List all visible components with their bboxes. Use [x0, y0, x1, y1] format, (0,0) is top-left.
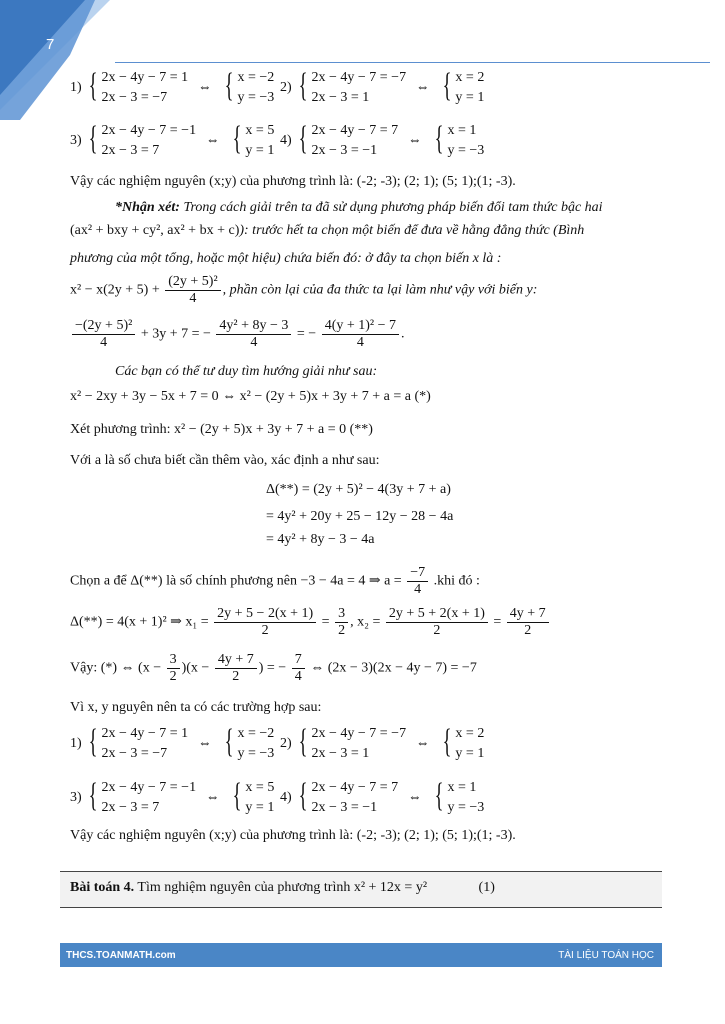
problem-statement	[70, 880, 495, 896]
case-label: 2)	[280, 736, 292, 752]
problem-label: Bài toán 4.	[70, 880, 135, 895]
equation: 2x − 3 = 7	[101, 800, 160, 815]
system-case-1: 1) { 2x − 4y − 7 = 1 2x − 3 = −7 ⇔ { x = −2 y = −3	[70, 68, 274, 108]
delta-line-3: = 4y² + 8y − 3 − 4a	[266, 532, 375, 547]
solution: y = −3	[447, 800, 485, 815]
solution: x = −2	[237, 726, 275, 741]
solution: x = 5	[245, 123, 275, 138]
solution: y = −3	[237, 746, 275, 761]
case-label: 3)	[70, 790, 82, 806]
case-label: 2)	[280, 80, 292, 96]
system-case-2b: 2) { 2x − 4y − 7 = −7 2x − 3 = 1 ⇔ { x = 2 y = 1	[280, 724, 484, 764]
remark-polynomial: (ax² + bxy + cy², ax² + bx + c)	[70, 223, 240, 238]
footer-site: THCS.TOANMATH.com	[66, 950, 176, 961]
remark-text: , phần còn lại của đa thức ta lại làm như vậy với biến y:	[222, 282, 538, 298]
case-label: 3)	[70, 133, 82, 149]
header-rule	[115, 62, 710, 63]
thus-line: Vậy: (*) ⇔ (x − $\frac{3}{2}$ )(x − $\frac{4y + 7}{2}$ ) = − $\frac{7}{4}$ ⇔ (2x − 3)(2x − 4y − 7) = −7	[70, 652, 477, 684]
solution: x = 5	[245, 780, 275, 795]
delta-line-2: = 4y² + 20y + 25 − 12y − 28 − 4a	[266, 509, 454, 524]
equation-number: (1)	[478, 880, 495, 895]
conclusion-text: Vậy các nghiệm nguyên (x;y) của phương trình là: (-2; -3); (2; 1); (5; 1);(1; -3).	[70, 174, 516, 189]
solution: y = 1	[245, 143, 275, 158]
solution: y = −3	[447, 143, 485, 158]
fraction: $\frac{4y + 7}{2}$	[507, 606, 549, 639]
problem-text: Tìm nghiệm nguyên của phương trình x² + 12x = y²	[134, 880, 428, 895]
equation: 2x − 3 = −1	[311, 143, 378, 158]
since-text: Vì x, y nguyên nên ta có các trường hợp sau:	[70, 700, 322, 715]
solution: y = −3	[237, 90, 275, 105]
system-case-4: 4) { 2x − 4y − 7 = 7 2x − 3 = −1 ⇔ { x = 1 y = −3	[280, 121, 484, 161]
equation: 2x − 4y − 7 = 1	[101, 70, 189, 85]
rest-polynomial: $\frac{\text{−(2y + 5)²}}{4}$ + 3y + 7 = − $\frac{\text{4y² + 8y − 3}}{4}$ = − $\frac{\text{4(y + 1)² − 7}}{4}$ .	[70, 318, 405, 351]
fraction: $\frac{7}{4}$	[292, 652, 305, 685]
remark-line-4	[70, 274, 537, 307]
remark-label: *Nhận xét:	[115, 200, 180, 215]
fraction: $\frac{2y + 5 - 2(x + 1)}{2}$	[214, 606, 316, 639]
roots-line: Δ(**) = 4(x + 1)² ⇒ x₁ = $\frac{2y + 5 - 2(x + 1)}{2}$ = $\frac{3}{2}$ , x₂ = $\frac{2y + 5 + 2(x + 1)}{2}$ = $\frac{4y + 7}{2}$	[70, 606, 551, 639]
fraction: $\frac{\text{4y² + 8y − 3}}{4}$	[216, 318, 291, 351]
solution: y = 1	[455, 746, 485, 761]
remark-line-3: phương của một tổng, hoặc một hiệu) chứa biến đó: ở đây ta chọn biến x là :	[70, 251, 502, 266]
case-label: 4)	[280, 133, 292, 149]
consider-equation: Xét phương trình: x² − (2y + 5)x + 3y + 7 + a = 0 (**)	[70, 422, 373, 437]
solution: y = 1	[245, 800, 275, 815]
equation: 2x − 4y − 7 = 1	[101, 726, 189, 741]
hint-text: Các bạn có thể tư duy tìm hướng giải như sau:	[115, 364, 378, 379]
solution: x = −2	[237, 70, 275, 85]
fraction: $\frac{3}{2}$	[335, 606, 348, 639]
case-label: 4)	[280, 790, 292, 806]
system-case-4b: 4) { 2x − 4y − 7 = 7 2x − 3 = −1 ⇔ { x = 1 y = −3	[280, 778, 484, 818]
delta-line-1: Δ(**) = (2y + 5)² − 4(3y + 7 + a)	[266, 482, 451, 497]
case-label: 1)	[70, 736, 82, 752]
fraction: $\frac{\text{(2y + 5)²}}{4}$	[165, 274, 220, 307]
problem-box	[60, 871, 662, 908]
remark-text: Trong cách giải trên ta đã sử dụng phương pháp biến đổi tam thức bậc hai	[179, 200, 603, 215]
solution: y = 1	[455, 90, 485, 105]
with-a-text: Với a là số chưa biết cần thêm vào, xác định a như sau:	[70, 453, 380, 468]
fraction: $\frac{-7}{4}$	[407, 565, 428, 598]
equation: 2x − 3 = 1	[311, 746, 370, 761]
solution: x = 1	[447, 780, 477, 795]
system-case-1b: 1) { 2x − 4y − 7 = 1 2x − 3 = −7 ⇔ { x = −2 y = −3	[70, 724, 274, 764]
system-case-2: 2) { 2x − 4y − 7 = −7 2x − 3 = 1 ⇔ { x = 2 y = 1	[280, 68, 484, 108]
system-case-3: 3) { 2x − 4y − 7 = −1 2x − 3 = 7 ⇔ { x = 5 y = 1	[70, 121, 274, 161]
system-case-3b: 3) { 2x − 4y − 7 = −1 2x − 3 = 7 ⇔ { x = 5 y = 1	[70, 778, 274, 818]
footer-bar	[60, 943, 662, 967]
equation: 2x − 3 = −7	[101, 90, 168, 105]
equation-star: x² − 2xy + 3y − 5x + 7 = 0 ⇔ x² − (2y + 5)x + 3y + 7 + a = a (*)	[70, 389, 431, 404]
equation: 2x − 3 = 1	[311, 90, 370, 105]
remark-line-2	[70, 223, 584, 239]
footer-title: TÀI LIỆU TOÁN HỌC	[558, 950, 654, 961]
case-label: 1)	[70, 80, 82, 96]
equation: 2x − 4y − 7 = 7	[311, 780, 399, 795]
fraction: $\frac{\text{4(y + 1)² − 7}}{4}$	[322, 318, 399, 351]
page-number: 7	[46, 36, 55, 53]
equation: 2x − 3 = 7	[101, 143, 160, 158]
remark-line-1	[115, 200, 603, 216]
equation: 2x − 4y − 7 = −7	[311, 726, 407, 741]
remark-text: ): trước hết ta chọn một biến để đưa về hằng đẳng thức (Bình	[239, 223, 585, 238]
equation: 2x − 4y − 7 = −7	[311, 70, 407, 85]
equation: 2x − 4y − 7 = −1	[101, 780, 197, 795]
choose-a-line: Chọn a để Δ(**) là số chính phương nên −3 − 4a = 4 ⇒ a = $\frac{-7}{4}$ .khi đó :	[70, 565, 480, 597]
solution: x = 1	[447, 123, 477, 138]
conclusion-text-2: Vậy các nghiệm nguyên (x;y) của phương trình là: (-2; -3); (2; 1); (5; 1);(1; -3).	[70, 828, 516, 843]
fraction: $\frac{2y + 5 + 2(x + 1)}{2}$	[386, 606, 488, 639]
fraction: $\frac{\text{−(2y + 5)²}}{4}$	[72, 318, 135, 351]
solution: x = 2	[455, 70, 485, 85]
equation: 2x − 3 = −7	[101, 746, 168, 761]
fraction: $\frac{3}{2}$	[167, 652, 180, 685]
solution: x = 2	[455, 726, 485, 741]
equation: 2x − 3 = −1	[311, 800, 378, 815]
equation: 2x − 4y − 7 = −1	[101, 123, 197, 138]
fraction: $\frac{4y + 7}{2}$	[215, 652, 257, 685]
math-expression: x² − x(2y + 5) +	[70, 282, 160, 298]
equation: 2x − 4y − 7 = 7	[311, 123, 399, 138]
